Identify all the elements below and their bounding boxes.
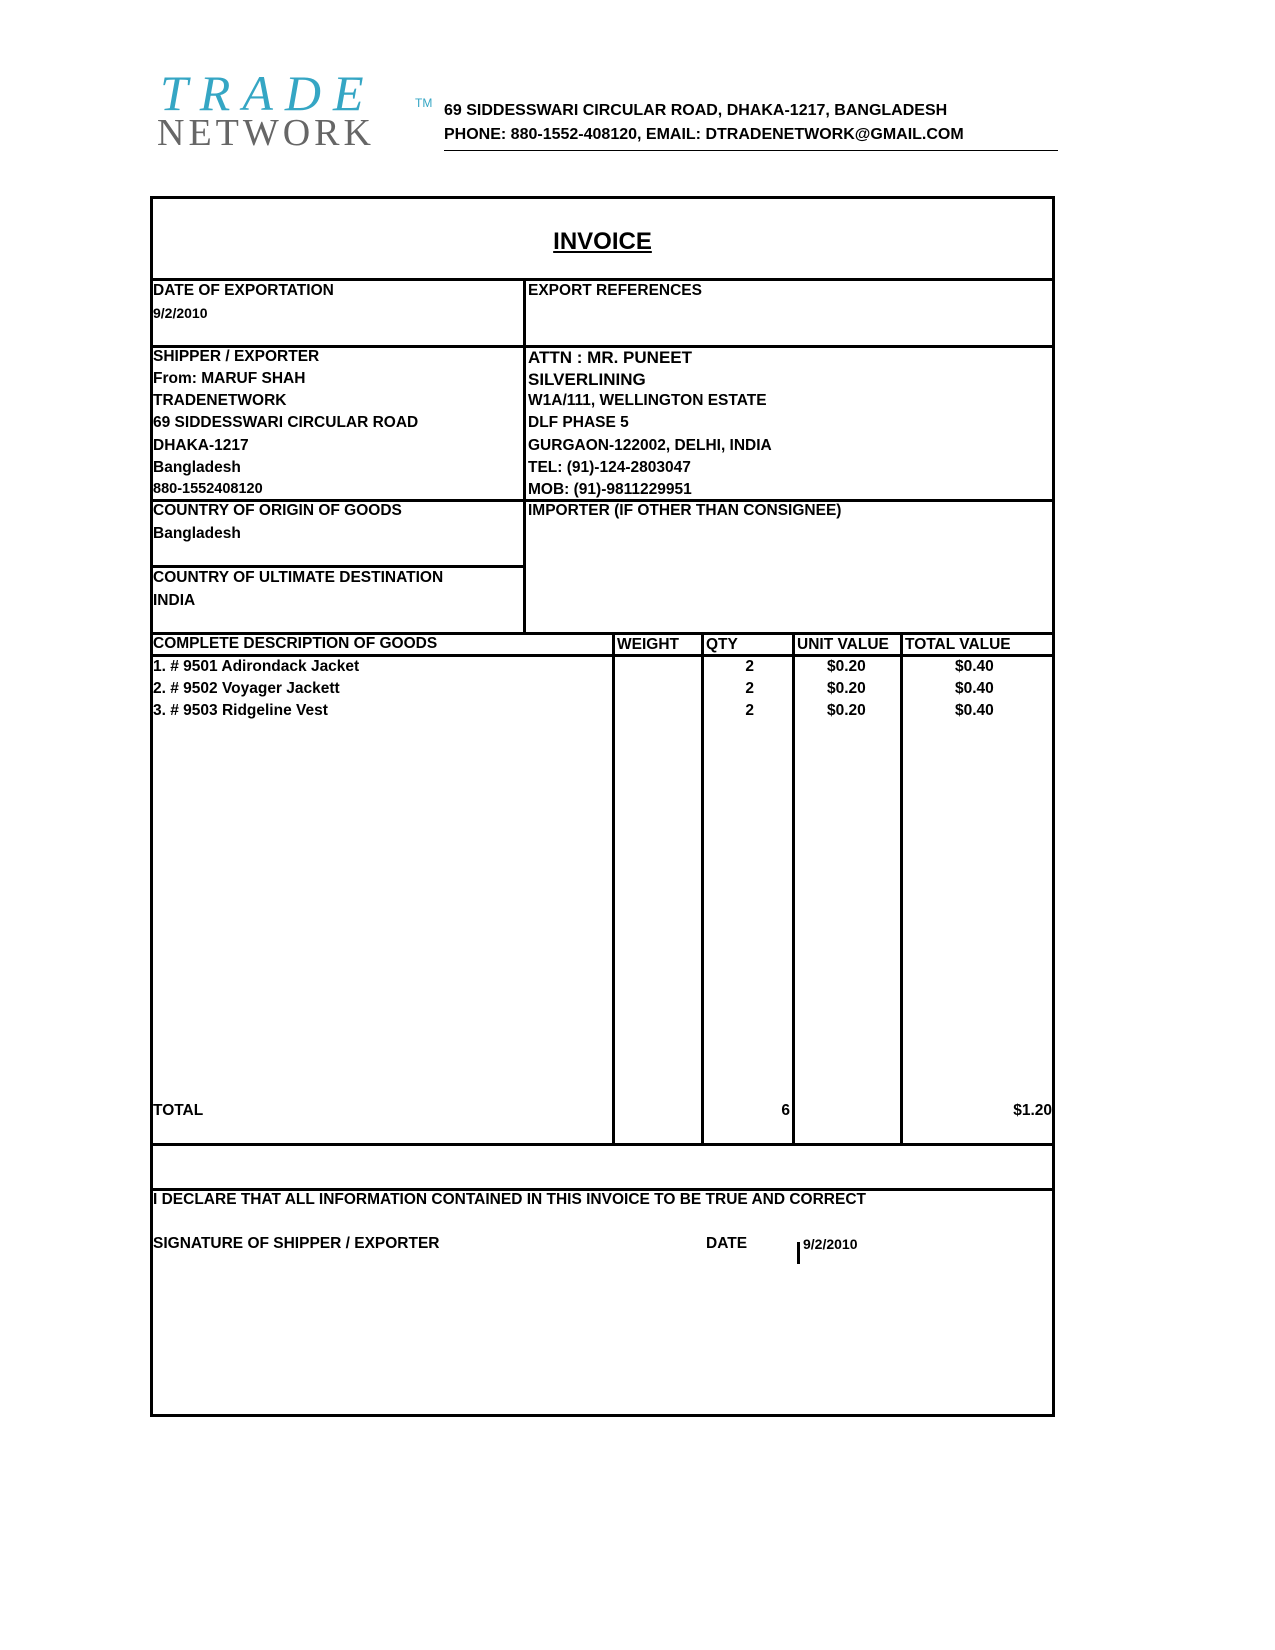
consignee-attn: ATTN : MR. PUNEET: [528, 348, 693, 367]
shipper-line: TRADENETWORK: [153, 392, 287, 409]
invoice-title: INVOICE: [553, 228, 652, 255]
shipper-label: SHIPPER / EXPORTER: [153, 348, 320, 365]
date-of-exportation-value: 9/2/2010: [153, 305, 208, 321]
signature-date: 9/2/2010: [803, 1236, 858, 1252]
item-unit-value: $0.20: [827, 702, 866, 719]
date-of-exportation-label: DATE OF EXPORTATION: [153, 282, 334, 299]
destination-value: INDIA: [153, 592, 196, 609]
logo-network-text: NETWORK: [157, 112, 375, 154]
consignee-line: DLF PHASE 5: [528, 414, 629, 431]
shipper-line: From: MARUF SHAH: [153, 370, 306, 387]
consignee-line: MOB: (91)-9811229951: [528, 481, 692, 498]
country-of-origin-label: COUNTRY OF ORIGIN OF GOODS: [153, 502, 402, 519]
logo-trademark: TM: [415, 96, 433, 110]
divider: [900, 632, 903, 1145]
total-qty: 6: [781, 1102, 790, 1119]
consignee-line: GURGAON-122002, DELHI, INDIA: [528, 437, 772, 454]
shipper-line: DHAKA-1217: [153, 437, 249, 454]
consignee-company: SILVERLINING: [528, 370, 646, 389]
importer-label: IMPORTER (IF OTHER THAN CONSIGNEE): [528, 502, 842, 519]
shipper-line: Bangladesh: [153, 459, 241, 476]
column-weight: WEIGHT: [617, 636, 679, 653]
item-description: 3. # 9503 Ridgeline Vest: [153, 702, 328, 719]
item-qty: 2: [745, 658, 754, 675]
column-description: COMPLETE DESCRIPTION OF GOODS: [153, 635, 438, 652]
item-qty: 2: [745, 702, 754, 719]
item-total-value: $0.40: [955, 680, 994, 697]
item-unit-value: $0.20: [827, 658, 866, 675]
date-label: DATE: [706, 1235, 748, 1252]
shipper-line: 880-1552408120: [153, 481, 263, 497]
export-references-label: EXPORT REFERENCES: [528, 282, 702, 299]
item-total-value: $0.40: [955, 658, 994, 675]
divider: [150, 278, 1055, 281]
header-rule: [444, 150, 1058, 151]
divider: [612, 632, 615, 1145]
signature-date-marker: [797, 1242, 800, 1264]
item-description: 1. # 9501 Adirondack Jacket: [153, 658, 360, 675]
logo-trade-text: TRADE: [160, 65, 376, 121]
divider: [150, 654, 1055, 657]
consignee-line: W1A/111, WELLINGTON ESTATE: [528, 392, 767, 409]
declaration-text: I DECLARE THAT ALL INFORMATION CONTAINED IN THIS INVOICE TO BE TRUE AND CORRECT: [153, 1191, 866, 1208]
consignee-line: TEL: (91)-124-2803047: [528, 459, 691, 476]
divider: [523, 278, 526, 634]
total-value: $1.20: [1013, 1102, 1052, 1119]
item-total-value: $0.40: [955, 702, 994, 719]
divider: [701, 632, 704, 1145]
destination-label: COUNTRY OF ULTIMATE DESTINATION: [153, 569, 444, 586]
signature-label: SIGNATURE OF SHIPPER / EXPORTER: [153, 1235, 440, 1252]
divider: [150, 565, 525, 568]
country-of-origin-value: Bangladesh: [153, 525, 241, 542]
company-contact: PHONE: 880-1552-408120, EMAIL: DTRADENETWORK@GMAIL.COM: [444, 126, 964, 143]
total-label: TOTAL: [153, 1102, 204, 1119]
divider: [792, 632, 795, 1145]
shipper-line: 69 SIDDESSWARI CIRCULAR ROAD: [153, 414, 419, 431]
column-unit-value: UNIT VALUE: [797, 636, 889, 653]
item-qty: 2: [745, 680, 754, 697]
company-address: 69 SIDDESSWARI CIRCULAR ROAD, DHAKA-1217, BANGLADESH: [444, 102, 948, 119]
column-qty: QTY: [706, 636, 738, 653]
divider: [150, 1143, 1055, 1146]
item-unit-value: $0.20: [827, 680, 866, 697]
column-total-value: TOTAL VALUE: [905, 636, 1011, 653]
item-description: 2. # 9502 Voyager Jackett: [153, 680, 340, 697]
